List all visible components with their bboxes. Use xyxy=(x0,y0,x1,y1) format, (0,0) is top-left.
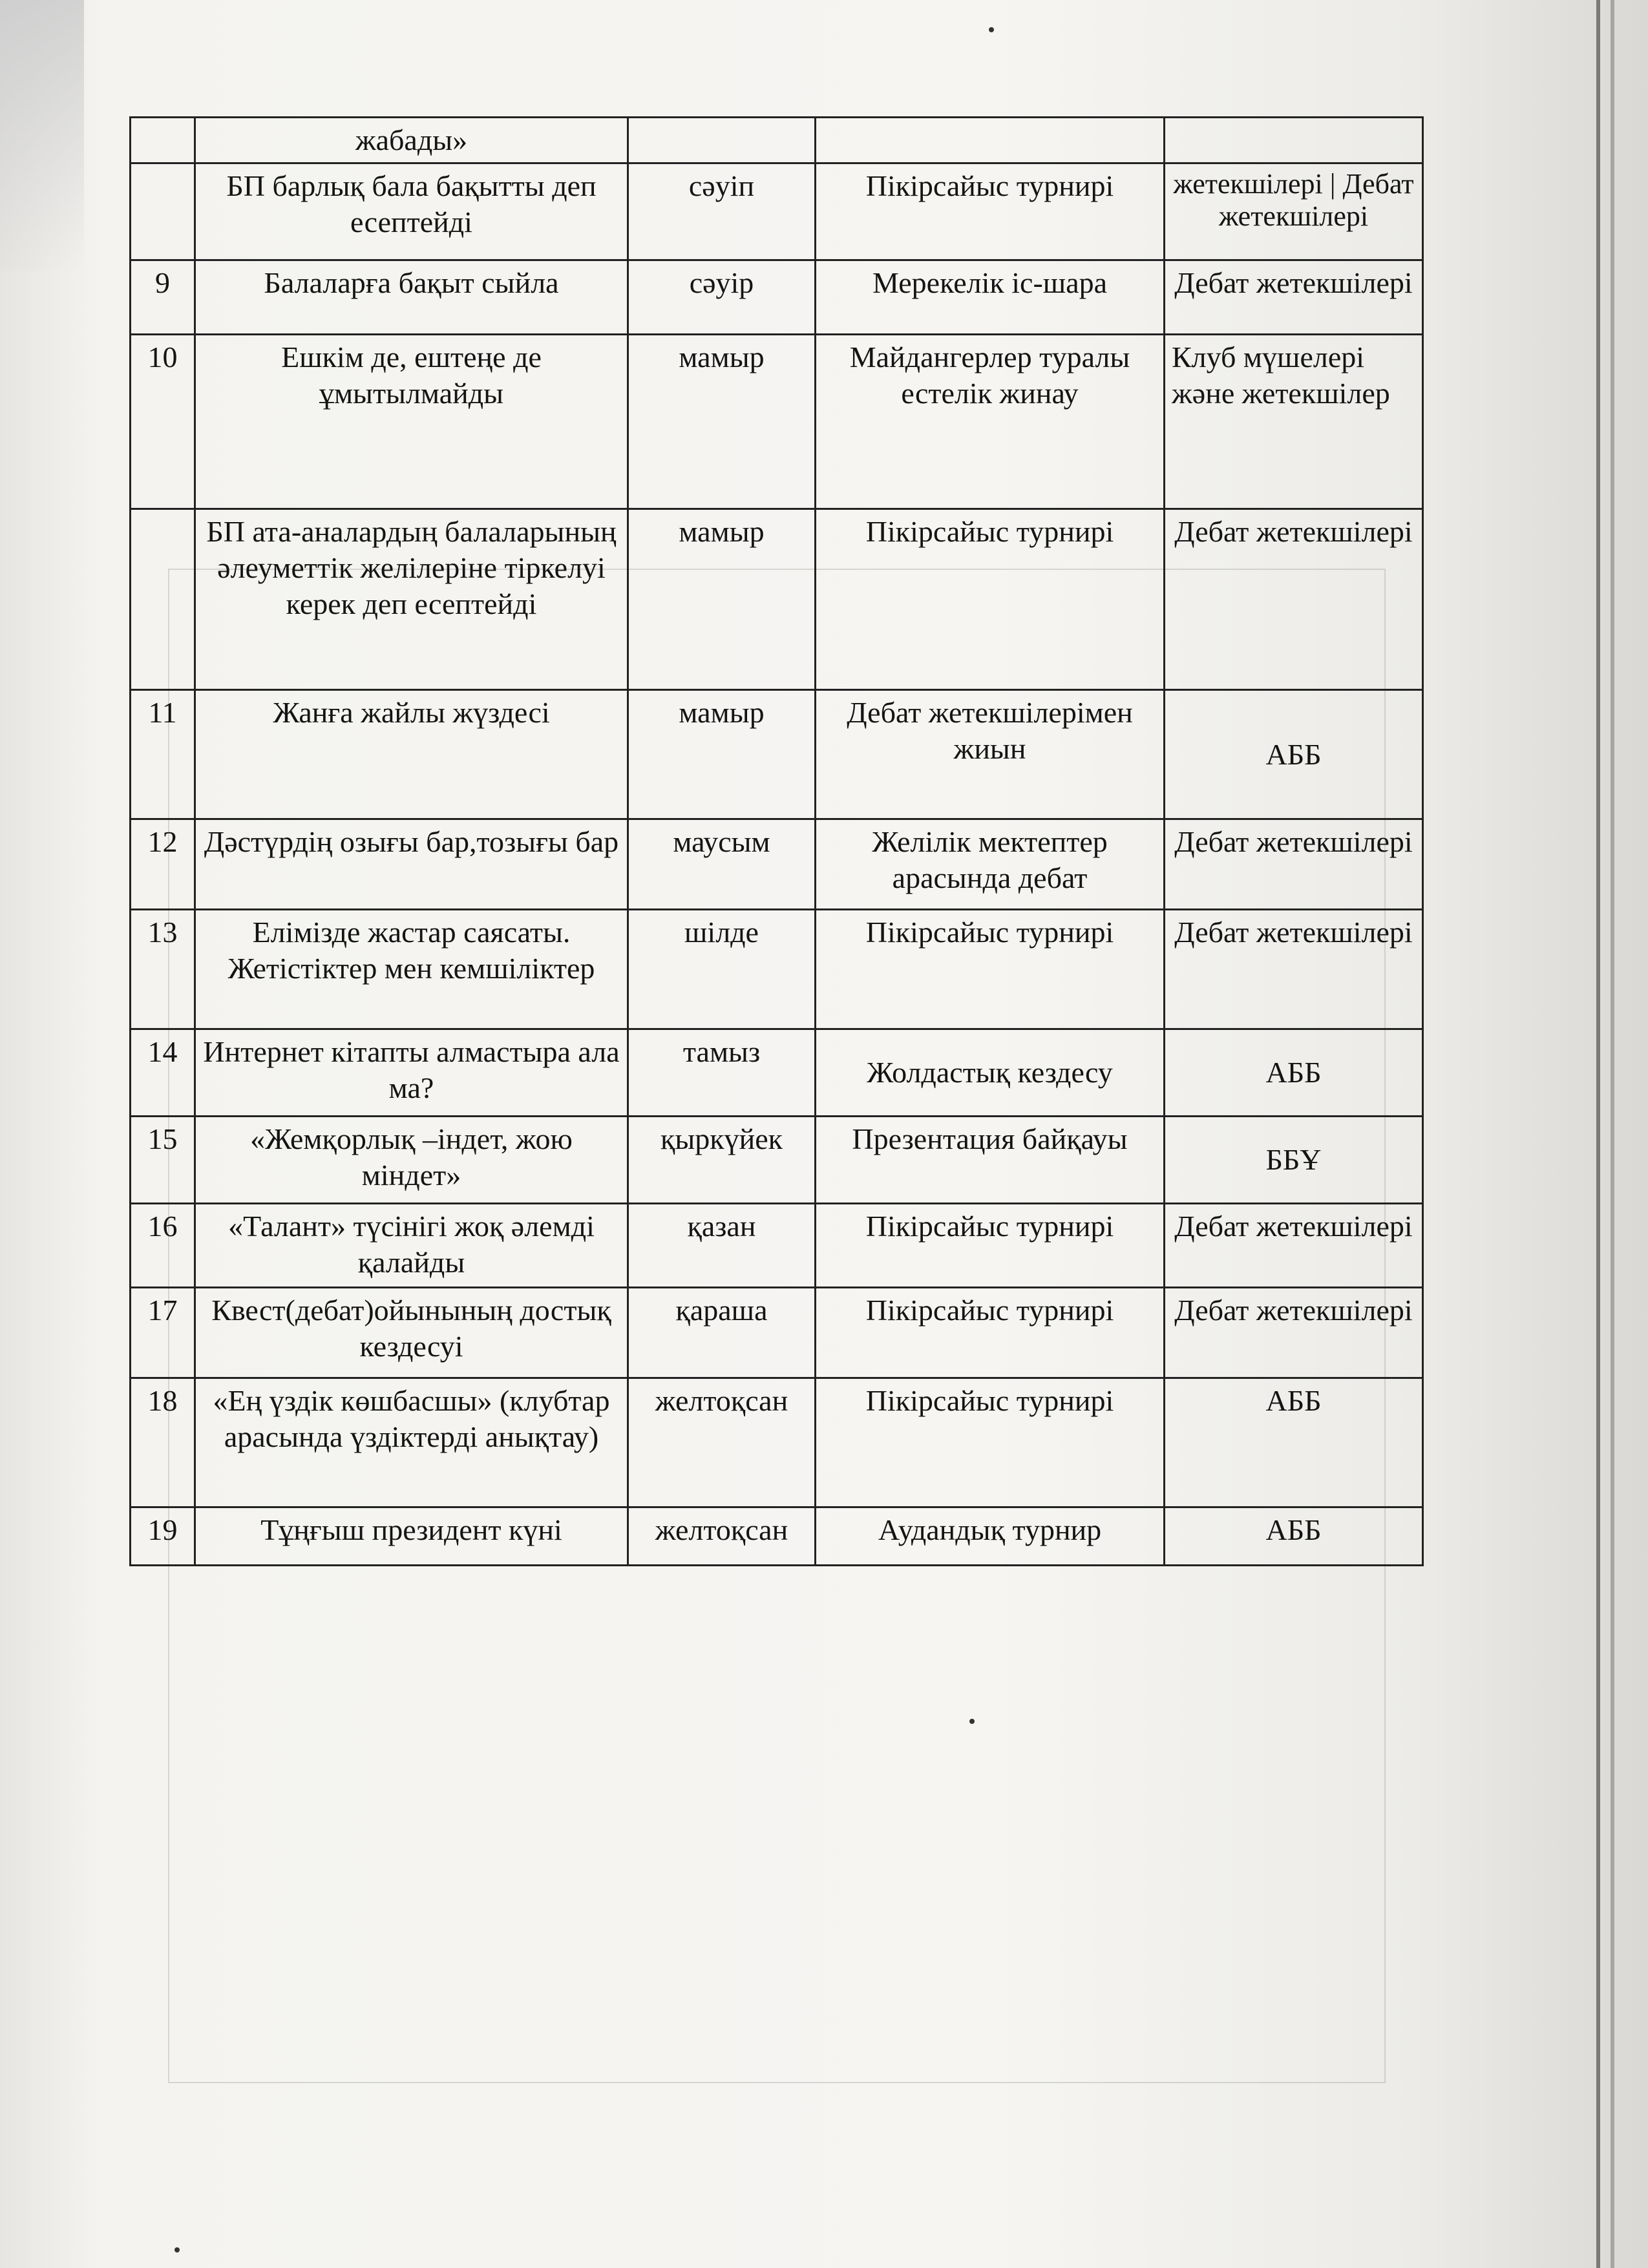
row-month: сәуір xyxy=(628,260,816,335)
scan-shadow xyxy=(0,0,84,271)
row-number xyxy=(131,118,195,163)
row-number: 19 xyxy=(131,1507,195,1566)
row-form: Пікірсайыс турнирі xyxy=(816,910,1165,1029)
row-form: Мерекелік іс-шара xyxy=(816,260,1165,335)
row-topic: БП барлық бала бақытты деп есептейді xyxy=(195,163,628,260)
scan-speck xyxy=(969,1719,975,1724)
row-month: қазан xyxy=(628,1204,816,1288)
scan-speck xyxy=(174,2247,180,2252)
row-form xyxy=(816,118,1165,163)
row-topic: Дәстүрдің озығы бар,тозығы бар xyxy=(195,819,628,910)
row-month: желтоқсан xyxy=(628,1507,816,1566)
table-row xyxy=(131,1029,1423,1117)
scan-edge-line xyxy=(1596,0,1600,2268)
table-row xyxy=(131,163,1423,260)
schedule-table xyxy=(129,116,1424,1566)
table-row xyxy=(131,1204,1423,1288)
table-row xyxy=(131,1117,1423,1204)
row-form: Желілік мектептер арасында дебат xyxy=(816,819,1165,910)
row-topic: Балаларға бақыт сыйла xyxy=(195,260,628,335)
row-topic: «Жемқорлық –індет, жою міндет» xyxy=(195,1117,628,1204)
row-month: қараша xyxy=(628,1288,816,1378)
row-responsible: Дебат жетекшілері xyxy=(1165,509,1423,690)
row-month: мамыр xyxy=(628,690,816,819)
row-number: 11 xyxy=(131,690,195,819)
scan-speck xyxy=(989,27,994,32)
row-number: 9 xyxy=(131,260,195,335)
row-form: Майдангерлер туралы естелік жинау xyxy=(816,335,1165,509)
table-row xyxy=(131,910,1423,1029)
row-month: мамыр xyxy=(628,509,816,690)
row-topic: Ешкім де, ештеңе де ұмытылмайды xyxy=(195,335,628,509)
row-month: тамыз xyxy=(628,1029,816,1117)
row-number: 12 xyxy=(131,819,195,910)
row-responsible: Клуб мүшелері және жетекшілер xyxy=(1165,335,1423,509)
row-topic: Интернет кітапты алмастыра ала ма? xyxy=(195,1029,628,1117)
row-responsible: Дебат жетекшілері xyxy=(1165,260,1423,335)
row-form: Аудандық турнир xyxy=(816,1507,1165,1566)
table-row xyxy=(131,1288,1423,1378)
row-responsible: Дебат жетекшілері xyxy=(1165,819,1423,910)
row-responsible: жетекшілері | Дебат жетекшілері xyxy=(1165,163,1423,260)
row-topic: Квест(дебат)ойынының достық кездесуі xyxy=(195,1288,628,1378)
row-number: 18 xyxy=(131,1378,195,1507)
row-form: Пікірсайыс турнирі xyxy=(816,163,1165,260)
row-topic: Тұңғыш президент күні xyxy=(195,1507,628,1566)
table-row xyxy=(131,509,1423,690)
table-row xyxy=(131,819,1423,910)
row-number: 14 xyxy=(131,1029,195,1117)
row-number: 16 xyxy=(131,1204,195,1288)
row-month: шілде xyxy=(628,910,816,1029)
row-number: 15 xyxy=(131,1117,195,1204)
row-responsible: АББ xyxy=(1165,1507,1423,1566)
row-form: Жолдастық кездесу xyxy=(816,1029,1165,1117)
row-form: Пікірсайыс турнирі xyxy=(816,1378,1165,1507)
row-topic: Жанға жайлы жүздесі xyxy=(195,690,628,819)
row-responsible: АББ xyxy=(1165,1378,1423,1507)
row-responsible xyxy=(1165,118,1423,163)
row-topic: Елімізде жастар саясаты. Жетістіктер мен кемшіліктер xyxy=(195,910,628,1029)
row-form: Дебат жетекшілерімен жиын xyxy=(816,690,1165,819)
row-form: Пікірсайыс турнирі xyxy=(816,509,1165,690)
row-number: 10 xyxy=(131,335,195,509)
table-row xyxy=(131,335,1423,509)
row-month xyxy=(628,118,816,163)
row-topic: «Талант» түсінігі жоқ әлемді қалайды xyxy=(195,1204,628,1288)
row-month: сәуіп xyxy=(628,163,816,260)
row-form: Презентация байқауы xyxy=(816,1117,1165,1204)
row-number xyxy=(131,163,195,260)
row-month: қыркүйек xyxy=(628,1117,816,1204)
row-responsible: Дебат жетекшілері xyxy=(1165,1288,1423,1378)
row-form: Пікірсайыс турнирі xyxy=(816,1204,1165,1288)
row-number: 17 xyxy=(131,1288,195,1378)
row-number: 13 xyxy=(131,910,195,1029)
row-month: желтоқсан xyxy=(628,1378,816,1507)
table-row xyxy=(131,118,1423,163)
table-row xyxy=(131,1507,1423,1566)
row-month: маусым xyxy=(628,819,816,910)
table-row xyxy=(131,1378,1423,1507)
row-number xyxy=(131,509,195,690)
row-responsible: Дебат жетекшілері xyxy=(1165,910,1423,1029)
row-month: мамыр xyxy=(628,335,816,509)
row-responsible: АББ xyxy=(1165,1029,1423,1117)
row-topic: жабады» xyxy=(195,118,628,163)
row-topic: БП ата-аналардың балаларының әлеуметтік желілеріне тіркелуі керек деп есептейді xyxy=(195,509,628,690)
row-responsible: АББ xyxy=(1165,690,1423,819)
scan-edge-line-2 xyxy=(1611,0,1614,2268)
row-responsible: Дебат жетекшілері xyxy=(1165,1204,1423,1288)
row-form: Пікірсайыс турнирі xyxy=(816,1288,1165,1378)
table-row xyxy=(131,260,1423,335)
table-row xyxy=(131,690,1423,819)
row-topic: «Ең үздік көшбасшы» (клубтар арасында үздіктерді анықтау) xyxy=(195,1378,628,1507)
row-responsible: ББҰ xyxy=(1165,1117,1423,1204)
